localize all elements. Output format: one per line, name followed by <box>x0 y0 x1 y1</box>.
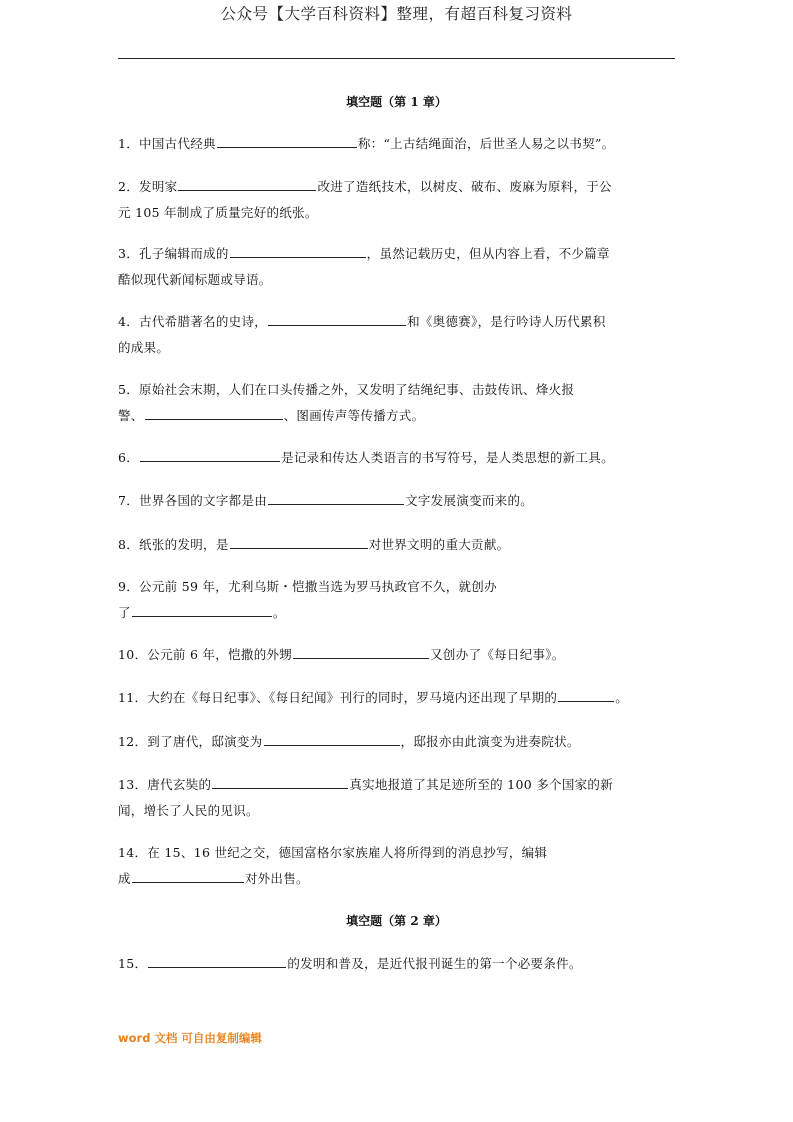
question-text: 元 105 年制成了质量完好的纸张。 <box>118 205 318 220</box>
answer-blank[interactable] <box>264 733 400 746</box>
question-text: ，虽然记载历史，但从内容上看，不少篇章 <box>366 246 610 261</box>
question-14 <box>118 840 638 892</box>
question-text: 14．在 15、16 世纪之交，德国富格尔家族雇人将所得到的消息抄写，编辑 <box>118 845 548 860</box>
header-divider <box>118 58 675 59</box>
section-title-chapter-1: 填空题（第 1 章） <box>346 95 447 109</box>
answer-blank[interactable] <box>148 955 286 968</box>
answer-blank[interactable] <box>217 135 357 148</box>
question-text: 10．公元前 6 年，恺撒的外甥 <box>118 647 293 662</box>
question-text: 的发明和普及，是近代报刊诞生的第一个必要条件。 <box>287 956 582 971</box>
question-13 <box>118 772 638 824</box>
question-text: 15． <box>118 956 148 971</box>
question-12 <box>118 729 638 755</box>
question-text: 4．古代希腊著名的史诗， <box>118 314 268 329</box>
question-5 <box>118 377 638 429</box>
answer-blank[interactable] <box>558 689 614 702</box>
answer-blank[interactable] <box>230 536 368 549</box>
page-header: 公众号【大学百科资料】整理，有超百科复习资料 <box>220 5 573 23</box>
question-text: 警、 <box>118 408 144 423</box>
answer-blank[interactable] <box>268 492 404 505</box>
question-8 <box>118 532 638 558</box>
question-text: 又创办了《每日纪事》。 <box>430 647 565 662</box>
question-text: ，邸报亦由此演变为进奏院状。 <box>400 734 580 749</box>
answer-blank[interactable] <box>132 604 272 617</box>
question-text: 改进了造纸技术，以树皮、破布、废麻为原料，于公 <box>317 179 612 194</box>
answer-blank[interactable] <box>178 178 316 191</box>
question-text: 称：“上古结绳面治，后世圣人易之以书契”。 <box>357 136 615 151</box>
question-4 <box>118 309 638 361</box>
question-3 <box>118 241 638 293</box>
question-6 <box>118 445 638 471</box>
answer-blank[interactable] <box>145 407 283 420</box>
question-text: 成 <box>118 871 131 886</box>
question-text: 12．到了唐代，邸演变为 <box>118 734 263 749</box>
question-text: 文字发展演变而来的。 <box>405 493 534 508</box>
question-10 <box>118 642 638 668</box>
question-text: 2．发明家 <box>118 179 178 194</box>
question-text: 。 <box>272 605 286 620</box>
question-text: 对世界文明的重大贡献。 <box>368 537 510 552</box>
question-text: 8．纸张的发明，是 <box>118 537 229 552</box>
question-text: 11．大约在《每日纪事》、《每日纪闻》刊行的同时，罗马境内还出现了早期的 <box>118 690 558 705</box>
answer-blank[interactable] <box>230 245 366 258</box>
section-title-chapter-2: 填空题（第 2 章） <box>346 914 447 928</box>
question-text: 13．唐代玄奘的 <box>118 777 212 792</box>
question-text: 9．公元前 59 年，尤利乌斯・恺撒当选为罗马执政官不久，就创办 <box>118 579 497 594</box>
question-9 <box>118 574 638 626</box>
footer-note: word 文档 可自由复制编辑 <box>118 1031 262 1045</box>
question-text: 5．原始社会末期，人们在口头传播之外，又发明了结绳纪事、击鼓传讯、烽火报 <box>118 382 575 397</box>
question-text: 闻，增长了人民的见识。 <box>118 803 259 818</box>
question-text: 的成果。 <box>118 340 170 355</box>
question-text: 了 <box>118 605 131 620</box>
question-text: 对外出售。 <box>244 871 309 886</box>
question-15 <box>118 951 638 977</box>
question-text: 。 <box>615 690 629 705</box>
question-7 <box>118 488 638 514</box>
question-text: 酷似现代新闻标题或导语。 <box>118 272 272 287</box>
answer-blank[interactable] <box>140 449 280 462</box>
question-text: 真实地报道了其足迹所至的 100 多个国家的新 <box>349 777 614 792</box>
question-text: 、图画传声等传播方式。 <box>283 408 425 423</box>
answer-blank[interactable] <box>268 313 406 326</box>
answer-blank[interactable] <box>212 776 348 789</box>
question-text: 和《奥德赛》，是行吟诗人历代累积 <box>407 314 606 329</box>
question-11 <box>118 685 638 711</box>
question-text: 6． <box>118 450 140 465</box>
question-2 <box>118 174 638 226</box>
question-text: 3．孔子编辑而成的 <box>118 246 229 261</box>
answer-blank[interactable] <box>132 870 244 883</box>
question-text: 1．中国古代经典 <box>118 136 216 151</box>
question-1 <box>118 131 638 157</box>
question-text: 是记录和传达人类语言的书写符号，是人类思想的新工具。 <box>281 450 614 465</box>
question-text: 7．世界各国的文字都是由 <box>118 493 268 508</box>
answer-blank[interactable] <box>293 646 429 659</box>
